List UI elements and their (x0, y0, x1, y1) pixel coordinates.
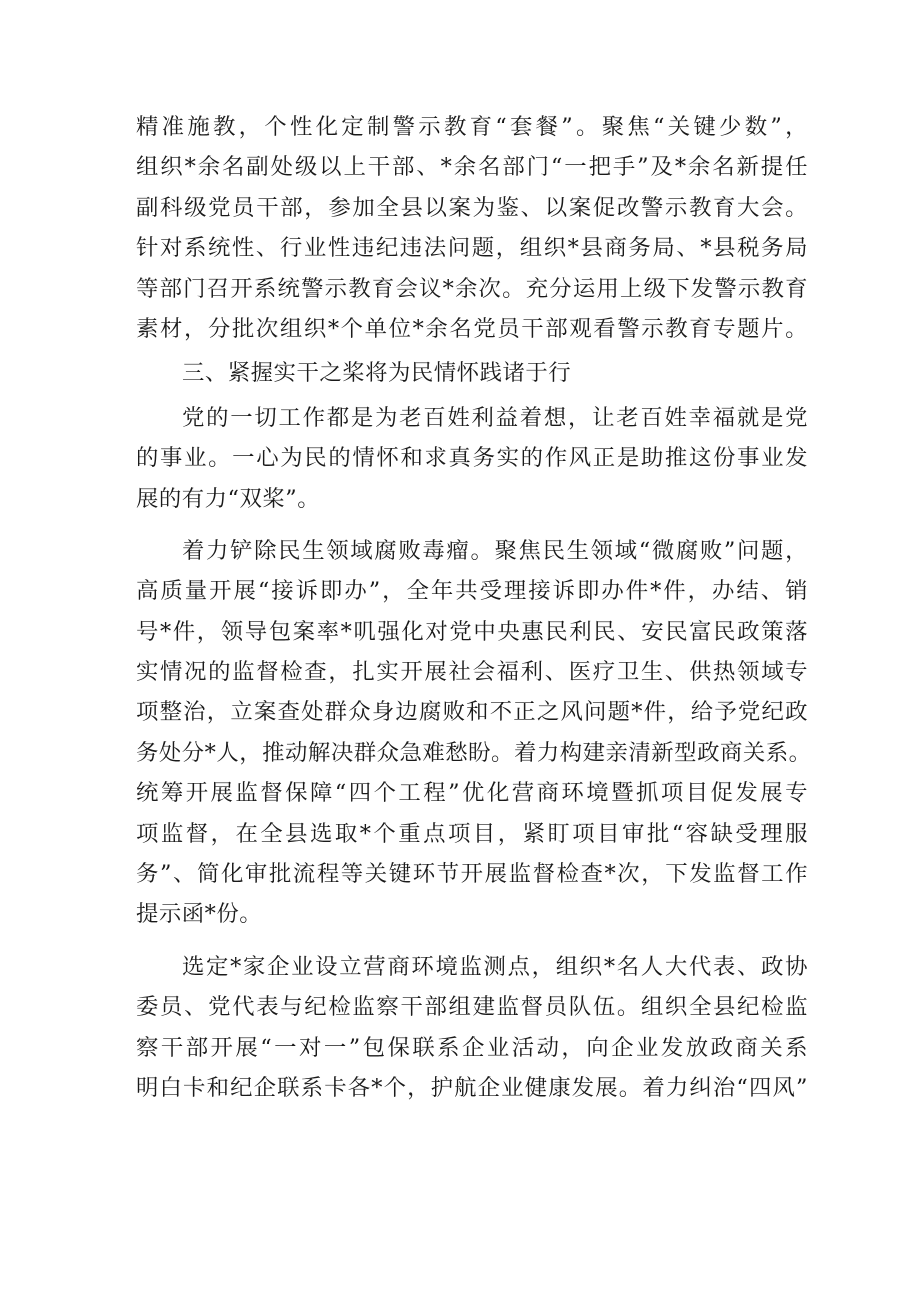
document-body (136, 107, 812, 1108)
text-line: 提示函*份。 (136, 901, 263, 928)
section-heading: 三、紧握实干之桨将为民情怀践诸于行 (182, 360, 572, 387)
text-line: 的事业。一心为民的情怀和求真务实的作风正是助推这份事业发 (136, 445, 808, 472)
text-line: 明白卡和纪企联系卡各*个，护航企业健康发展。着力纠治“四风” (136, 1074, 808, 1101)
text-line: 针对系统性、行业性违纪违法问题，组织*县商务局、*县税务局 (136, 235, 808, 262)
text-line: 素材，分批次组织*个单位*余名党员干部观看警示教育专题片。 (136, 315, 808, 342)
text-line: 号*件，领导包案率*叽强化对党中央惠民利民、安民富民政策落 (136, 618, 808, 645)
text-line: 组织*余名副处级以上干部、*余名部门“一把手”及*余名新提任 (136, 154, 808, 181)
paragraph-first-line: 选定*家企业设立营商环境监测点，组织*名人大代表、政协 (182, 953, 808, 980)
text-line: 项监督，在全县选取*个重点项目，紧盯项目审批“容缺受理服 (136, 820, 808, 847)
text-line: 委员、党代表与纪检监察干部组建监督员队伍。组织全县纪检监 (136, 994, 808, 1021)
text-line: 察干部开展“一对一”包保联系企业活动，向企业发放政商关系 (136, 1034, 808, 1061)
text-line: 精准施教，个性化定制警示教育“套餐”。聚焦“关键少数”， (136, 114, 808, 140)
text-line: 等部门召开系统警示教育会议*余次。充分运用上级下发警示教育 (136, 275, 808, 302)
text-line: 展的有力“双桨”。 (136, 485, 321, 512)
paragraph-first-line: 党的一切工作都是为老百姓利益着想，让老百姓幸福就是党 (182, 404, 808, 431)
text-line: 副科级党员干部，参加全县以案为鉴、以案促改警示教育大会。 (136, 194, 808, 221)
text-line: 项整治，立案查处群众身边腐败和不正之风问题*件，给予党纪政 (136, 699, 808, 726)
paragraph-first-line: 着力铲除民生领域腐败毒瘤。聚焦民生领域“微腐败”问题， (182, 537, 808, 564)
text-line: 务处分*人，推动解决群众急难愁盼。着力构建亲清新型政商关系。 (136, 739, 812, 766)
text-line: 统筹开展监督保障“四个工程”优化营商环境暨抓项目促发展专 (136, 780, 808, 807)
text-line: 实情况的监督检查，扎实开展社会福利、医疗卫生、供热领域专 (136, 659, 808, 686)
text-line: 高质量开展“接诉即办”，全年共受理接诉即办件*件，办结、销 (136, 578, 808, 605)
text-line: 务”、简化审批流程等关键环节开展监督检查*次，下发监督工作 (136, 861, 808, 888)
